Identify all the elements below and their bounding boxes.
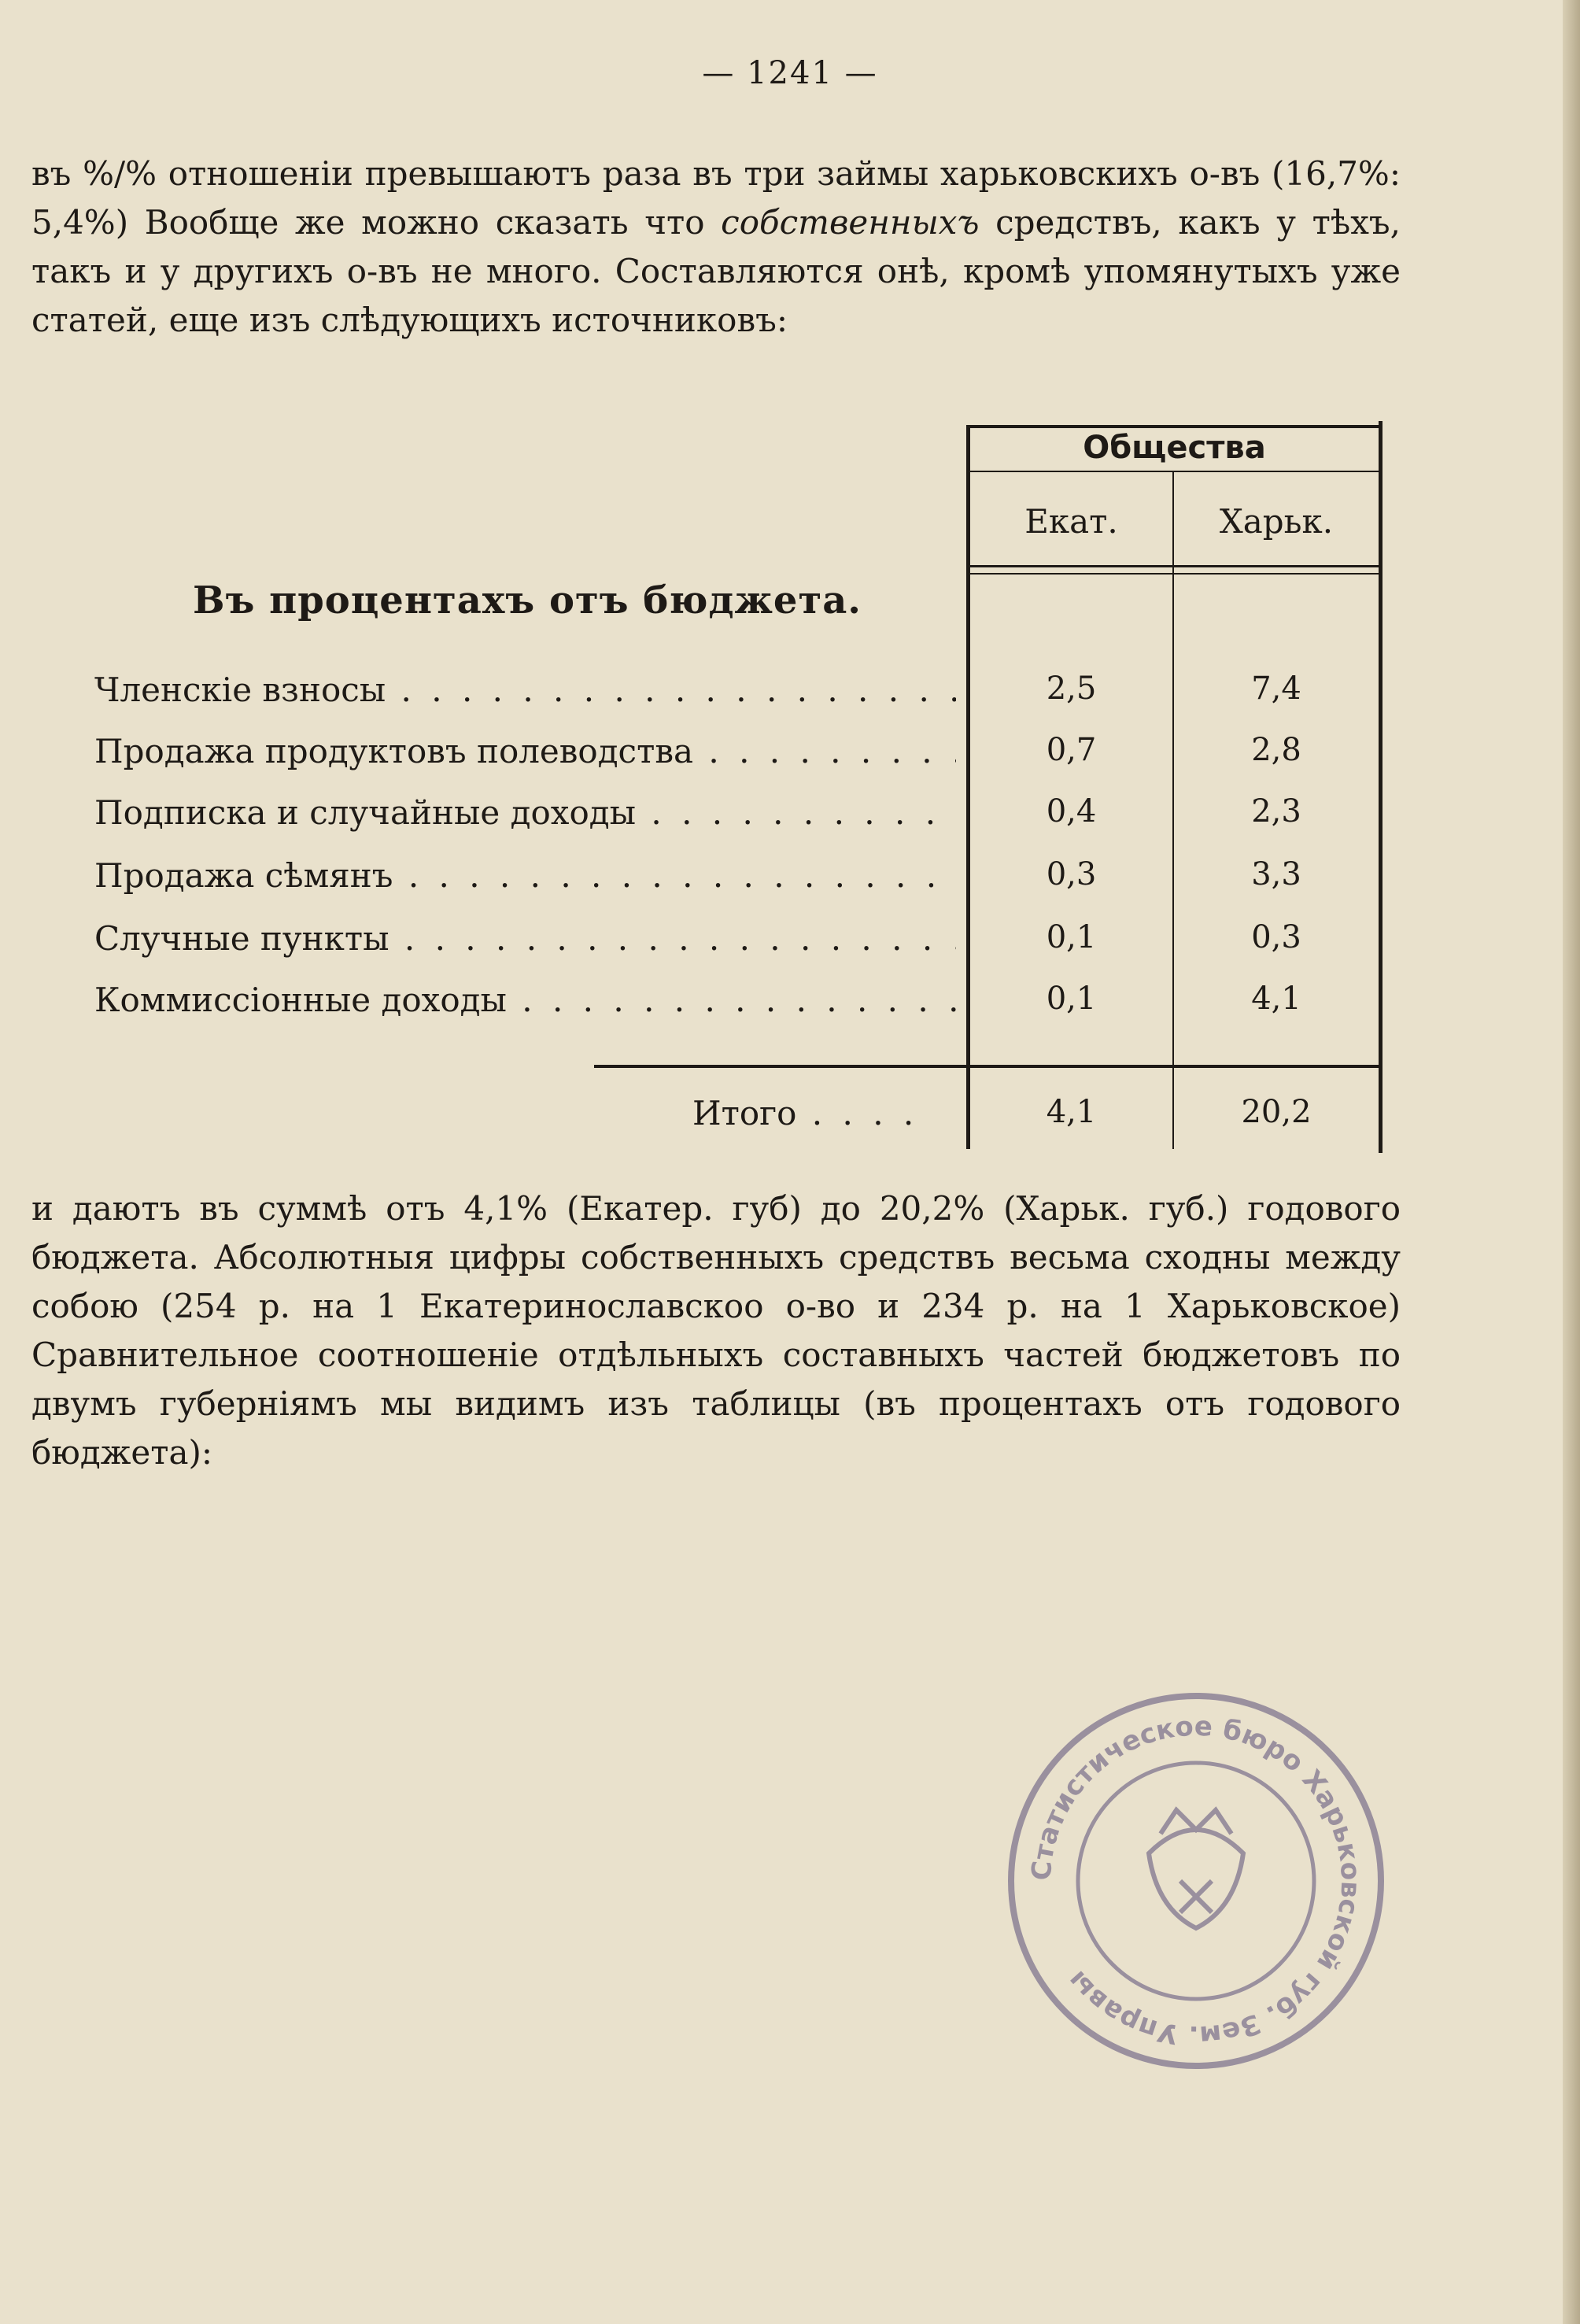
- table-col-header-khark: Харьк.: [1219, 502, 1334, 541]
- library-stamp-icon: [999, 1684, 1393, 2078]
- table-row-label: Коммиссіонные доходы . . .: [94, 981, 956, 1019]
- table-total-khark: 20,2: [1241, 1094, 1312, 1130]
- paragraph-intro-text-b: средствъ, какъ у тѣхъ, такъ и у другихъ о-въ не много. Составляются онѣ, кромѣ упомянутыхъ уже статей, еще изъ слѣдующихъ источниковъ:: [31, 203, 1401, 339]
- table-row: [94, 732, 1369, 781]
- table-title: Въ процентахъ отъ бюджета.: [193, 578, 862, 623]
- page-edge: [1563, 0, 1580, 2324]
- table-row: [94, 793, 1369, 842]
- table-cell-khark: 7,4: [1251, 671, 1301, 707]
- table-rule-header-1: [970, 565, 1379, 567]
- table-cell-ekat: 0,1: [1046, 981, 1097, 1017]
- table-row: [94, 919, 1369, 968]
- table-row-label: Случные пункты . . .: [94, 919, 956, 958]
- table-total-label: Итого . . . .: [692, 1094, 918, 1132]
- table-row-label: Продажа сѣмянъ . . .: [94, 856, 956, 895]
- table-row-label: Продажа продуктовъ полеводства . . .: [94, 732, 956, 770]
- table-row: [94, 856, 1369, 905]
- paragraph-intro-italic: собственныхъ: [721, 203, 980, 242]
- table-total-ekat: 4,1: [1046, 1094, 1097, 1130]
- table-cell-khark: 0,3: [1251, 919, 1301, 955]
- table-group-header: Общества: [1083, 430, 1266, 466]
- table-cell-khark: 4,1: [1251, 981, 1301, 1017]
- table-rule-header-2: [970, 573, 1379, 575]
- paragraph-conclusion: и даютъ въ суммѣ отъ 4,1% (Екатер. губ) до 20,2% (Харьк. губ.) годового бюджета. Абсолютныя цифры собственныхъ средствъ весьма сходны между собою (254 р. на 1 Екатеринославскоо о-во и 234 р. на 1 Харьковское) Сравнительное соотношеніе отдѣльныхъ составныхъ частей бюджетовъ по двумъ губерніямъ мы видимъ изъ таблицы (въ процентахъ отъ годового бюджета):: [31, 1189, 1401, 1472]
- paragraph-intro: [31, 150, 1401, 345]
- table-cell-khark: 3,3: [1251, 856, 1301, 892]
- table-rule-total: [594, 1065, 1381, 1068]
- table-cell-ekat: 0,4: [1046, 793, 1097, 829]
- table-cell-ekat: 2,5: [1046, 671, 1097, 707]
- table-row-label: Членскіе взносы . . .: [94, 671, 956, 709]
- table-rule-top: [966, 425, 1382, 428]
- table-cell-khark: 2,8: [1251, 732, 1301, 768]
- table-row: [94, 671, 1369, 719]
- table-cell-ekat: 0,3: [1046, 856, 1097, 892]
- table-row-label: Подписка и случайные доходы . . .: [94, 793, 956, 832]
- table-row: [94, 981, 1369, 1029]
- table-cell-ekat: 0,7: [1046, 732, 1097, 768]
- page-number: — 1241 —: [702, 55, 878, 91]
- table-col-header-ekat: Екат.: [1024, 502, 1118, 541]
- paragraph-intro-text-a: въ %/% отношеніи превышаютъ раза въ три займы харьковскихъ о-въ (16,7%: 5,4%) Вообще же можно сказать что: [31, 154, 1401, 242]
- table-cell-khark: 2,3: [1251, 793, 1301, 829]
- table-rule-right: [1379, 421, 1382, 1153]
- stamp-text: Статистическое бюро Харьковской губ. Зем. Управы: [1025, 1710, 1367, 2052]
- table-rule-group: [970, 471, 1379, 472]
- table-cell-ekat: 0,1: [1046, 919, 1097, 955]
